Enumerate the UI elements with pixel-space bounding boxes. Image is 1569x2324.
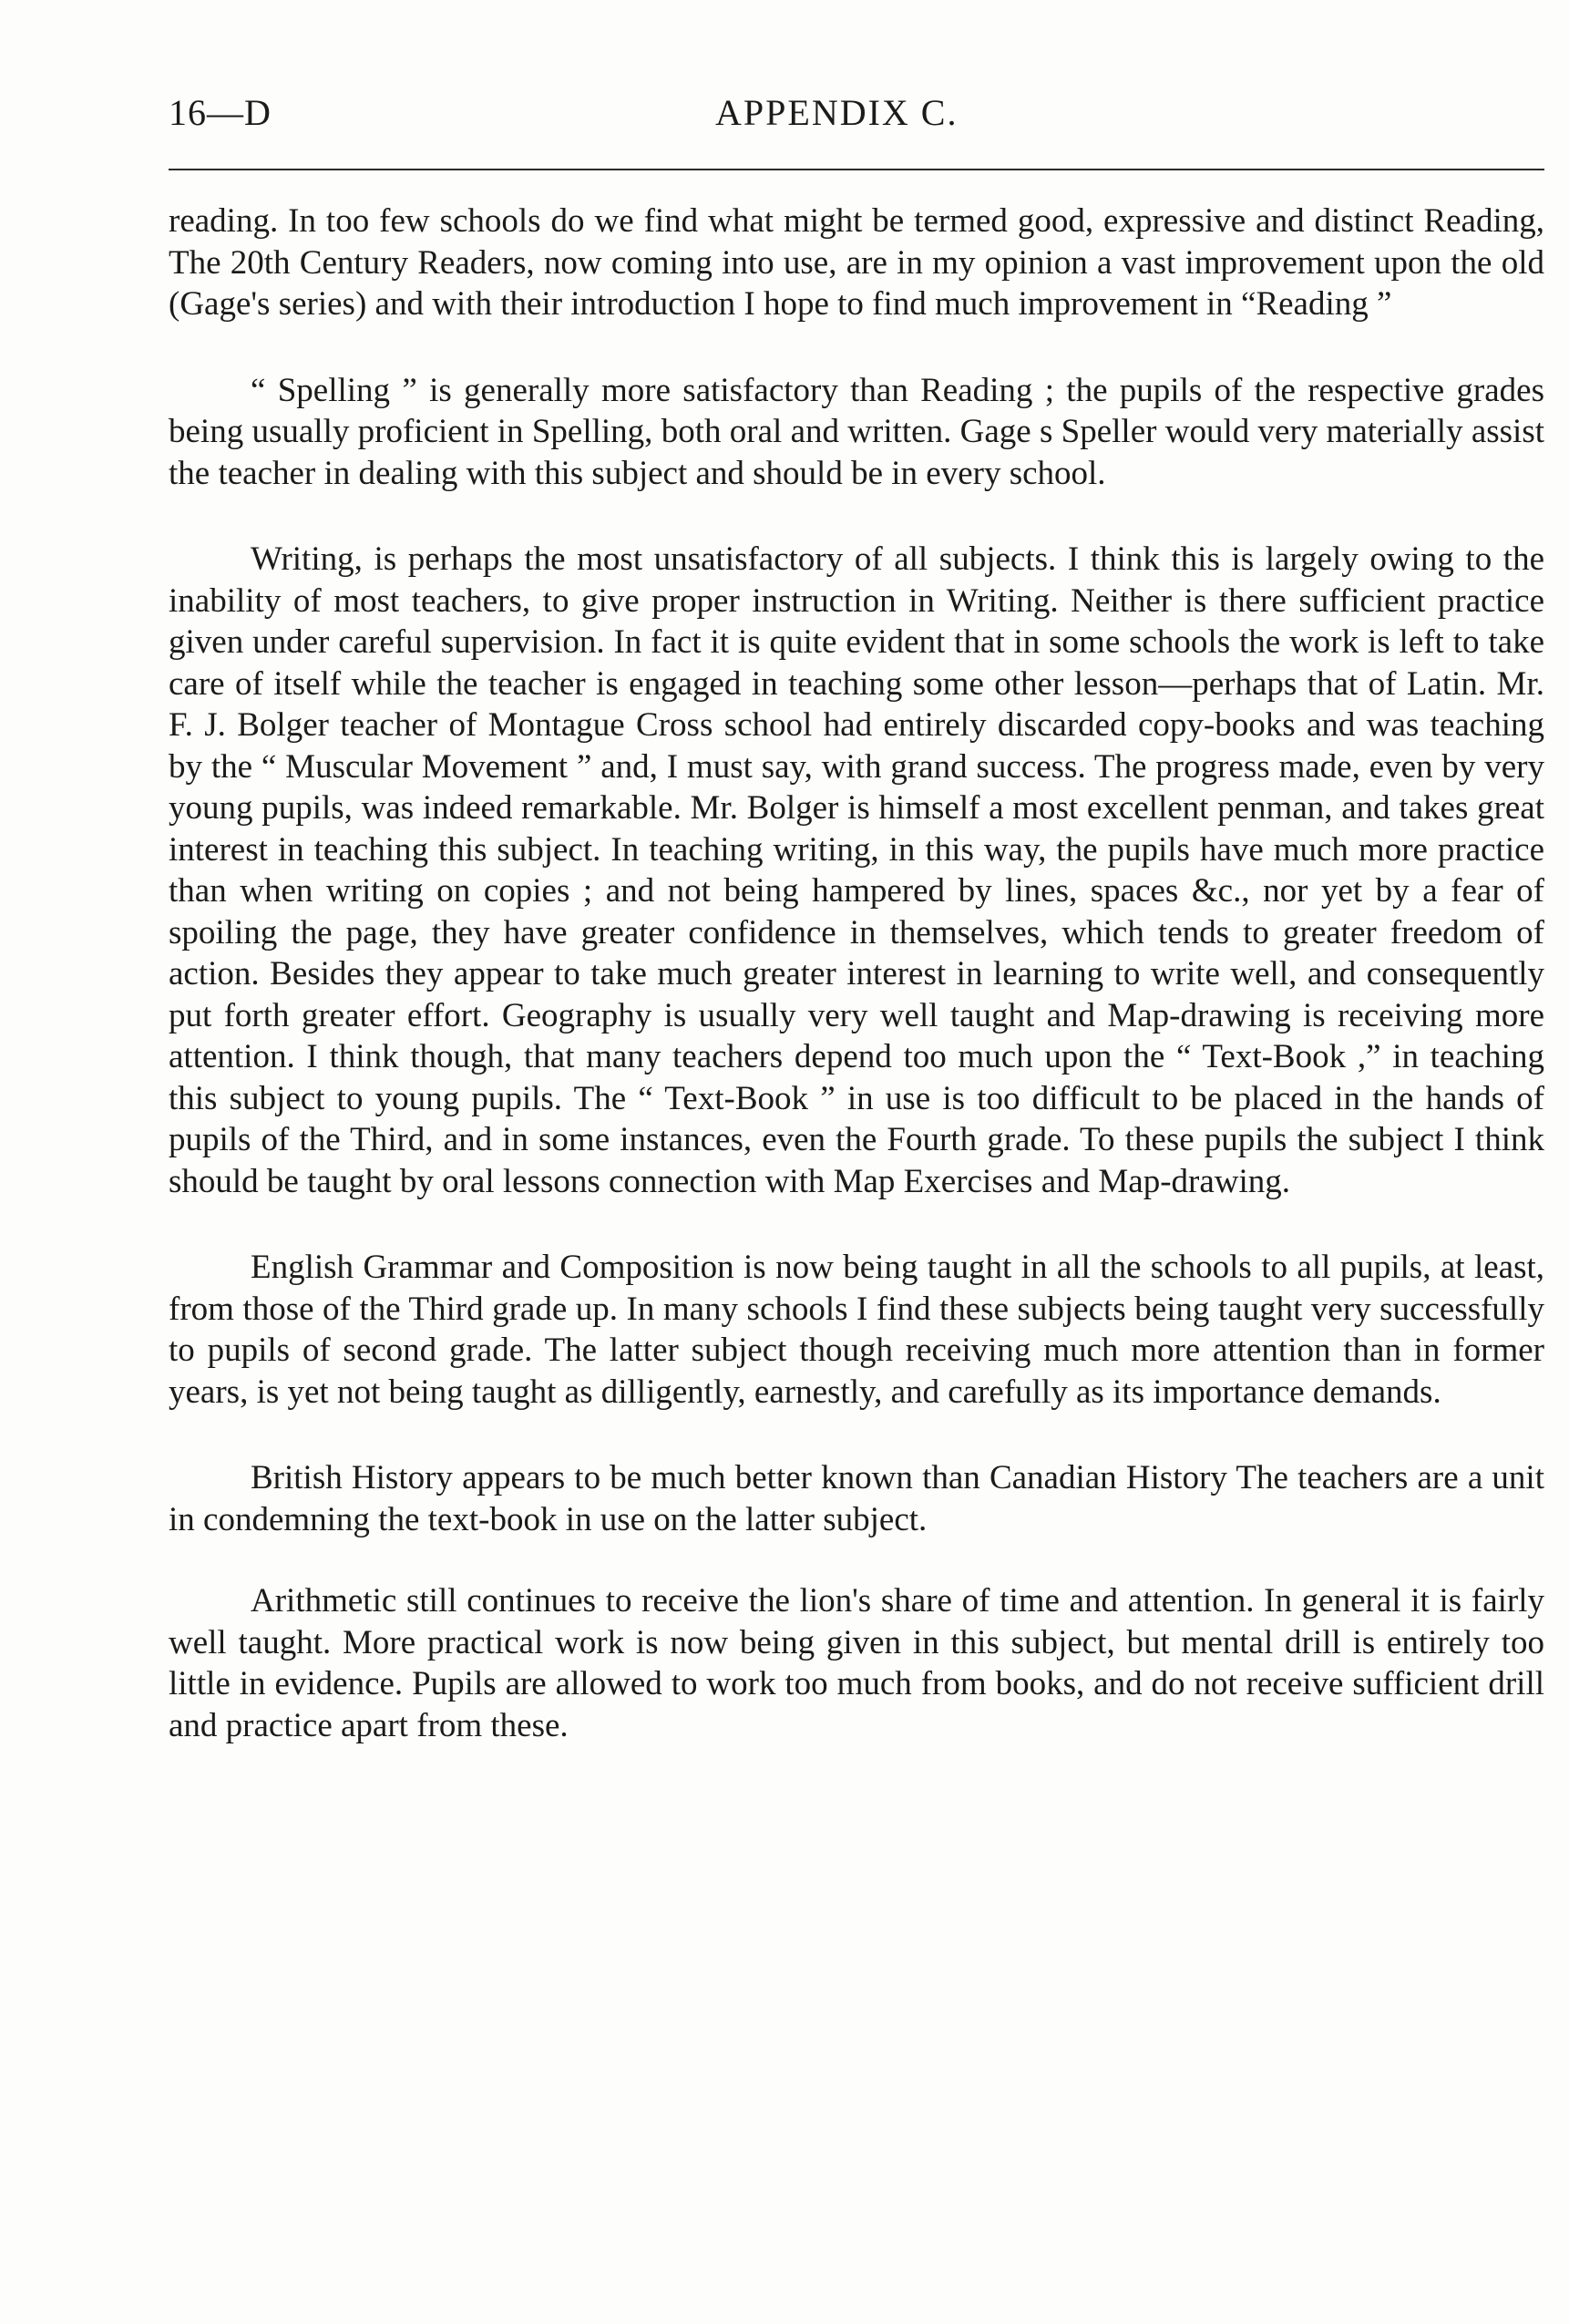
running-head: APPENDIX C. [715, 92, 959, 133]
page-header [169, 91, 1544, 146]
body-text [169, 201, 1544, 1791]
paragraph-reading: reading. In too few schools do we find what might be termed good, expressive and distinct Reading, The 20th Century Readers, now coming into use, are in my opinion a vast improvement upon the old (Gage's series) and with their introduction I hope to find much improvement in “Reading ” [169, 202, 1544, 323]
header-rule [169, 169, 1544, 170]
paragraph-writing: Writing, is perhaps the most unsatisfactory of all subjects. I think this is largely owing to the inability of most teachers, to give proper instruction in Writing. Neither is there sufficient practice given under careful supervision. In fact it is quite evident that in some schools the work is left to take care of itself while the teacher is engaged in teaching some other lesson—perhaps that of Latin. Mr. F. J. Bolger teacher of Montague Cross school had entirely discarded copy-books and was teaching by the “ Muscular Movement ” and, I must say, with grand success. The progress made, even by very young pupils, was indeed remarkable. Mr. Bolger is himself a most excellent penman, and takes great interest in teaching this subject. In teaching writing, in this way, the pupils have much more practice than when writing on copies ; and not being hampered by lines, spaces &c., nor yet by a fear of spoiling the page, they have greater confidence in themselves, which tends to greater freedom of action. Besides they appear to take much greater interest in learning to write well, and consequently put forth greater effort. Geography is usually very well taught and Map-drawing is receiving more attention. I think though, that many teachers depend too much upon the “ Text-Book ,” in teaching this subject to young pupils. The “ Text-Book ” in use is too difficult to be placed in the hands of pupils of the Third, and in some instances, even the Fourth grade. To these pupils the subject I think should be taught by oral lessons connection with Map Exercises and Map-drawing. [169, 540, 1544, 1200]
paragraph-history: British History appears to be much better known than Canadian History The teachers are a unit in condemning the text-book in use on the latter subject. [169, 1459, 1544, 1538]
paragraph-grammar: English Grammar and Composition is now being taught in all the schools to all pupils, at least, from those of the Third grade up. In many schools I find these subjects being taught very successfully to pupils of second grade. The latter subject though receiving much more attention than in former years, is yet not being taught as dilligently, earnestly, and carefully as its importance demands. [169, 1249, 1544, 1411]
paragraph-arithmetic: Arithmetic still continues to receive the lion's share of time and attention. In general it is fairly well taught. More practical work is now being given in this subject, but mental drill is entirely too little in evidence. Pupils are allowed to work too much from books, and do not receive sufficient drill and practice apart from these. [169, 1582, 1544, 1744]
page-number: 16—D [169, 92, 272, 133]
paragraph-spelling: “ Spelling ” is generally more satisfactory than Reading ; the pupils of the respective grades being usually proficient in Spelling, both oral and written. Gage s Speller would very materially assist the teacher in dealing with this subject and should be in every school. [169, 371, 1544, 492]
